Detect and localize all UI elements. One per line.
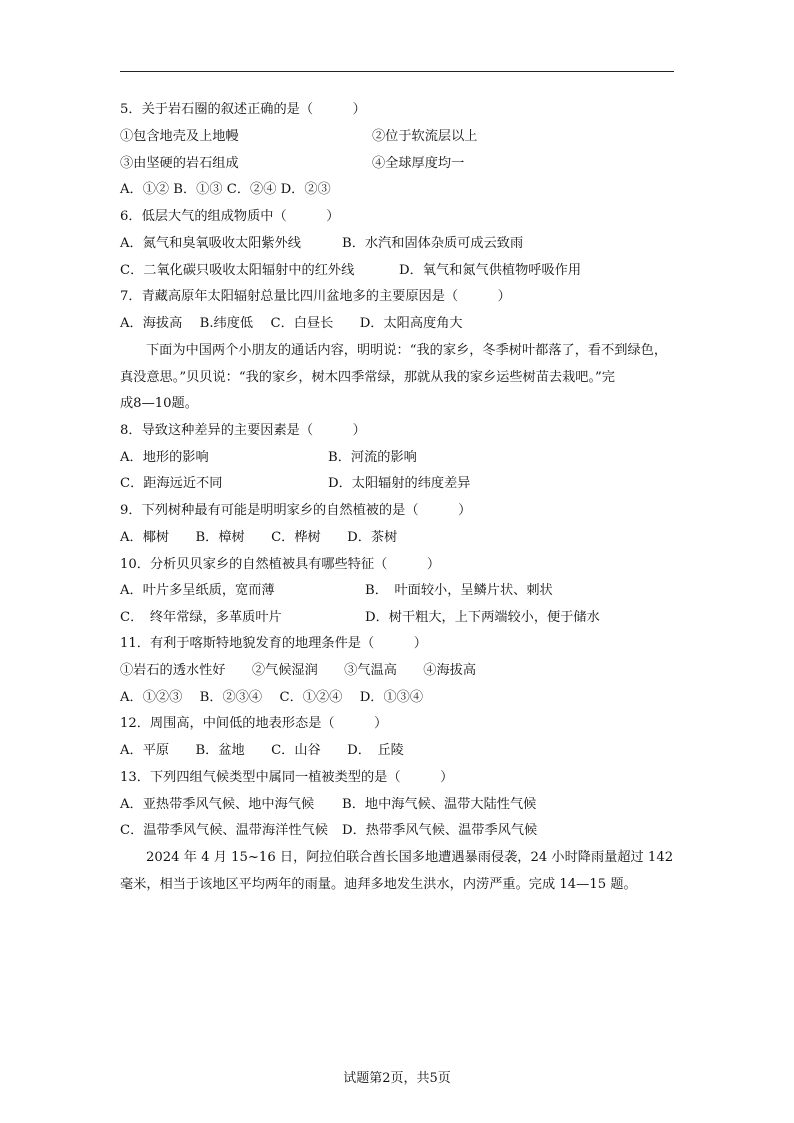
q10-choice-a: A．叶片多呈纸质，宽而薄 xyxy=(120,583,275,598)
q5-option-3: ③由坚硬的岩石组成 xyxy=(120,156,239,171)
q13-stem: 13．下列四组气候类型中属同一植被类型的是（ ） xyxy=(120,770,454,785)
q11-choices: A．①②③ B．②③④ C．①②④ D．①③④ xyxy=(120,690,424,705)
q6-choice-d: D．氧气和氮气供植物呼吸作用 xyxy=(399,263,582,278)
q5-stem: 5．关于岩石圈的叙述正确的是（ ） xyxy=(120,102,366,117)
q10-stem: 10．分析贝贝家乡的自然植被具有哪些特征（ ） xyxy=(120,557,441,572)
passage-2-line-1: 2024 年 4 月 15~16 日，阿拉伯联合酋长国多地遭遇暴雨侵袭，24 小时降雨量超过 142 xyxy=(146,850,674,865)
q10-choice-c: C． 终年常绿，多革质叶片 xyxy=(120,610,282,625)
q10-choice-d: D．树干粗大，上下两端较小，便于储水 xyxy=(365,610,600,625)
q9-stem: 9．下列树种最有可能是明明家乡的自然植被的是（ ） xyxy=(120,503,472,518)
q8-choice-a: A．地形的影响 xyxy=(120,450,209,465)
q12-stem: 12．周围高，中间低的地表形态是（ ） xyxy=(120,716,388,731)
q10-choice-b: B． 叶面较小，呈鳞片状、刺状 xyxy=(365,583,553,598)
q8-stem: 8．导致这种差异的主要因素是（ ） xyxy=(120,423,366,438)
q13-choice-c: C．温带季风气候、温带海洋性气候 xyxy=(120,823,328,838)
passage-2-line-2: 毫米，相当于该地区平均两年的雨量。迪拜多地发生洪水，内涝严重。完成 14—15 题。 xyxy=(120,877,637,892)
header-rule xyxy=(120,71,674,72)
q6-choice-a: A．氮气和臭氧吸收太阳紫外线 xyxy=(120,236,301,251)
q8-choice-d: D．太阳辐射的纬度差异 xyxy=(328,476,471,491)
passage-1-line-1: 下面为中国两个小朋友的通话内容，明明说：“我的家乡，冬季树叶都落了，看不到绿色， xyxy=(146,343,668,358)
q13-choice-b: B．地中海气候、温带大陆性气候 xyxy=(342,797,537,812)
q13-choice-a: A．亚热带季风气候、地中海气候 xyxy=(120,797,315,812)
q5-option-1: ①包含地壳及上地幔 xyxy=(120,129,239,144)
q8-choice-c: C．距海远近不同 xyxy=(120,476,223,491)
q7-choices: A．海拔高 B.纬度低 C．白昼长 D．太阳高度角大 xyxy=(120,316,463,331)
q13-choice-d: D．热带季风气候、温带季风气候 xyxy=(342,823,538,838)
passage-1-line-3: 成8—10题。 xyxy=(120,396,198,411)
q11-options: ①岩石的透水性好 ②气候湿润 ③气温高 ④海拔高 xyxy=(120,663,477,678)
q9-choices: A．椰树 B．樟树 C．桦树 D．茶树 xyxy=(120,530,398,545)
q5-option-4: ④全球厚度均一 xyxy=(372,156,465,171)
q5-choices: A．①② B．①③ C．②④ D．②③ xyxy=(120,182,331,197)
q5-option-2: ②位于软流层以上 xyxy=(372,129,478,144)
passage-1-line-2: 真没意思。”贝贝说：“我的家乡，树木四季常绿，那就从我的家乡运些树苗去栽吧。”完 xyxy=(120,370,615,385)
q11-stem: 11．有利于喀斯特地貌发育的地理条件是（ ） xyxy=(120,636,427,651)
q12-choices: A．平原 B．盆地 C．山谷 D． 丘陵 xyxy=(120,743,404,758)
q7-stem: 7．青藏高原年太阳辐射总量比四川盆地多的主要原因是（ ） xyxy=(120,289,511,304)
page-footer: 试题第2页，共5页 xyxy=(343,1071,451,1086)
q6-choice-b: B．水汽和固体杂质可成云致雨 xyxy=(342,236,524,251)
q6-choice-c: C．二氧化碳只吸收太阳辐射中的红外线 xyxy=(120,263,355,278)
q6-stem: 6．低层大气的组成物质中（ ） xyxy=(120,209,340,224)
q8-choice-b: B．河流的影响 xyxy=(328,450,417,465)
